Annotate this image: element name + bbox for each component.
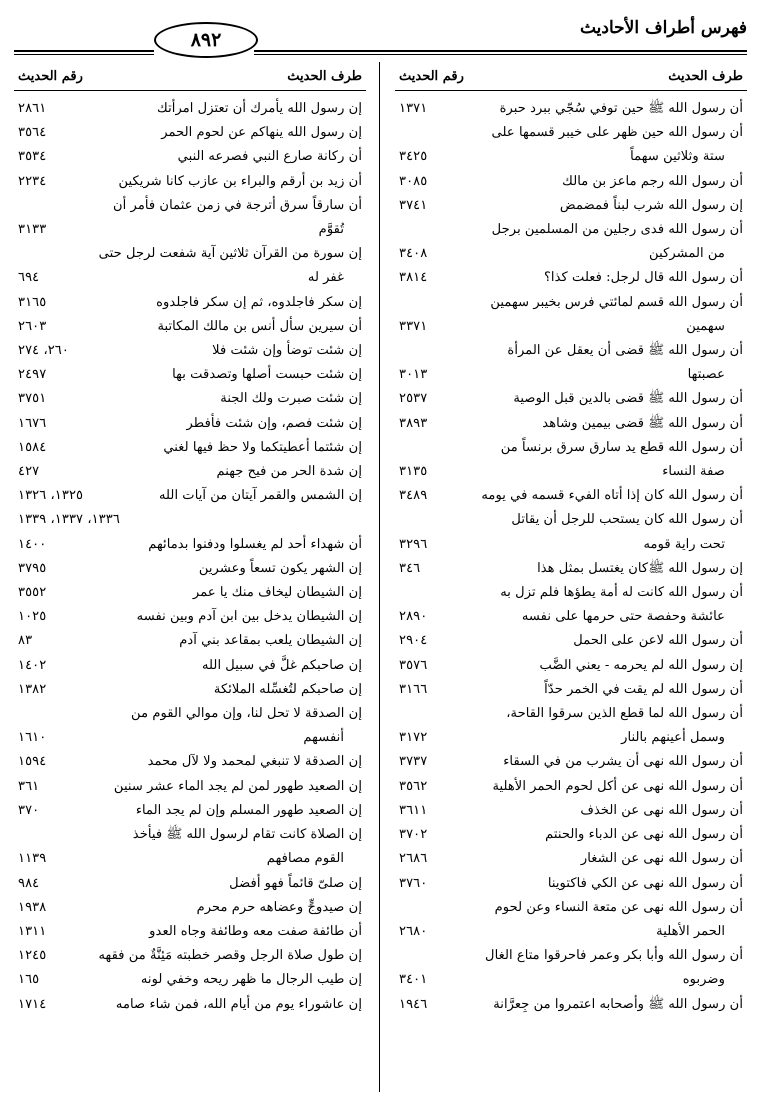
hadith-number: ١٣٣٦، ١٣٣٧، ١٣٣٩ — [18, 512, 120, 528]
index-entry — [14, 387, 366, 411]
hadith-text: أن رسول الله نهى عن الكي فاكتوينا — [547, 875, 743, 891]
index-entry — [395, 484, 747, 508]
hadith-text: إن شئت توضأ وإن شئت فلا — [212, 343, 362, 359]
index-entry — [14, 557, 366, 581]
hadith-text-continuation: الحمر الأهلية — [656, 923, 725, 939]
index-entry — [395, 823, 747, 847]
hadith-text: إن شئت فصم، وإن شئت فأفطر — [186, 415, 362, 431]
index-entry — [395, 799, 747, 823]
index-entry — [395, 97, 747, 121]
index-entry — [395, 702, 747, 750]
hadith-text: أن شهداء أحد لم يغسلوا ودفنوا بدمائهم — [148, 536, 362, 552]
index-entry — [14, 993, 366, 1017]
hadith-number: ٣١٦٦ — [399, 681, 428, 697]
index-entry — [14, 363, 366, 387]
hadith-text: إن الشيطان يلعب بمقاعد بني آدم — [179, 633, 362, 649]
hadith-text-continuation: القوم مصافهم — [266, 851, 344, 867]
hadith-number: ٢٦٨٦ — [399, 851, 428, 867]
hadith-text: أن سارقاً سرق أترجة في زمن عثمان فأمر أن — [113, 197, 362, 213]
index-entry — [395, 266, 747, 290]
index-entry — [395, 557, 747, 581]
index-entry — [14, 460, 366, 484]
hadith-number: ١٩٤٦ — [399, 996, 428, 1012]
index-entry — [395, 194, 747, 218]
hadith-number: ٣٥٥٢ — [18, 585, 47, 601]
hadith-number: ٨٣ — [18, 633, 33, 649]
hadith-number: ٣١٧٢ — [399, 730, 428, 746]
hadith-number: ٢٢٣٤ — [18, 173, 47, 189]
entry-list — [14, 97, 366, 1017]
column-header — [14, 62, 366, 91]
index-entry — [395, 872, 747, 896]
hadith-number: ٣٨١٤ — [399, 270, 428, 286]
index-entry — [14, 799, 366, 823]
hadith-number: ٣١٣٥ — [399, 464, 428, 480]
hadith-number: ٣٧٦٠ — [399, 875, 428, 891]
index-entry — [14, 968, 366, 992]
hadith-text: أن رسول الله قال لرجل: فعلت كذا؟ — [543, 270, 743, 286]
hadith-text: أن رسول الله نهى عن الشغار — [580, 851, 743, 867]
hadith-number: ١٦٧٦ — [18, 415, 47, 431]
hadith-number: ١٠٢٥ — [18, 609, 47, 625]
hadith-text-continuation: غفر له — [307, 270, 344, 286]
index-entry — [14, 702, 366, 750]
hadith-text: أن رسول الله فدى رجلين من المسلمين برجل — [491, 222, 743, 238]
hadith-text: أن طائفة صفت معه وطائفة وجاه العدو — [149, 923, 362, 939]
index-entry — [14, 484, 366, 508]
hadith-number: ٣٧٣٧ — [399, 754, 428, 770]
index-entry — [395, 436, 747, 484]
hadith-text-continuation: وضربوه — [682, 972, 725, 988]
hadith-number: ١٩٣٨ — [18, 899, 47, 915]
hadith-number: ٢٦٨٠ — [399, 923, 428, 939]
header-rule-left — [14, 50, 154, 52]
hadith-text: أن رسول الله نهى عن الخذف — [580, 802, 743, 818]
hadith-number: ١٣٨٢ — [18, 681, 47, 697]
hadith-number: ٣٧٤١ — [399, 197, 428, 213]
hadith-number: ٣٠١٣ — [399, 367, 428, 383]
hadith-text: أن رسول الله ﷺ وأصحابه اعتمروا من جِعرَّانة — [493, 996, 743, 1012]
index-entry — [14, 823, 366, 871]
hadith-text: إن الصعيد طهور لمن لم يجد الماء عشر سنين — [113, 778, 362, 794]
hadith-number: ٣٦١١ — [399, 802, 428, 818]
hadith-number: ٣٥٣٤ — [18, 149, 47, 165]
index-entry — [14, 629, 366, 653]
hadith-number: ١٦٥ — [18, 972, 40, 988]
hadith-text: أن سيرين سأل أنس بن مالك المكاتبة — [157, 318, 362, 334]
index-entry — [14, 678, 366, 702]
hadith-text: إن شئت صبرت ولك الجنة — [220, 391, 362, 407]
header-rule-thin — [254, 54, 747, 55]
index-entry — [395, 121, 747, 169]
hadith-number: ٣٦١ — [18, 778, 40, 794]
index-entry — [14, 581, 366, 605]
hadith-text: أن رسول الله وأبا بكر وعمر فاحرقوا متاع الغال — [484, 948, 743, 964]
hadith-text-continuation: صفة النساء — [662, 464, 725, 480]
hadith-text: أن رسول الله كان يستحب للرجل أن يقاتل — [511, 512, 743, 528]
index-entry — [395, 750, 747, 774]
hadith-text: أن رسول الله كان إذا أتاه الفيء قسمه في يومه — [481, 488, 743, 504]
hadith-text: إن عاشوراء يوم من أيام الله، فمن شاء صامه — [115, 996, 362, 1012]
hadith-text: إن الصلاة كانت تقام لرسول الله ﷺ فيأخذ — [132, 827, 362, 843]
hadith-number: ٢٤٩٧ — [18, 367, 47, 383]
hadith-text-heading: طرف الحديث — [287, 68, 362, 84]
hadith-text: إن الشيطان ليخاف منك يا عمر — [192, 585, 362, 601]
hadith-text-continuation: عصبتها — [687, 367, 725, 383]
index-entry — [14, 315, 366, 339]
index-entry — [14, 872, 366, 896]
page-header — [14, 16, 747, 62]
running-title: فهرس أطراف الأحاديث — [579, 18, 747, 38]
index-entry — [14, 605, 366, 629]
hadith-number: ١٤٠٢ — [18, 657, 47, 673]
hadith-text: إن الصدقة لا تنبغي لمحمد ولا لآل محمد — [147, 754, 362, 770]
hadith-text: أن رسول الله نهى أن يشرب من في السقاء — [503, 754, 743, 770]
hadith-number: ١٤٠٠ — [18, 536, 47, 552]
index-entry — [395, 170, 747, 194]
hadith-text: إن الشهر يكون تسعاً وعشرين — [198, 560, 362, 576]
hadith-number: ٣٤٨٩ — [399, 488, 428, 504]
hadith-text: أن رسول الله لما قطع الذين سرقوا القاحة، — [506, 706, 743, 722]
hadith-number: ٣٧٩٥ — [18, 560, 47, 576]
index-entry — [14, 920, 366, 944]
hadith-text: أن رسول الله لم يقت في الخمر حدّاً — [544, 681, 743, 697]
column-header — [395, 62, 747, 91]
hadith-text: أن رسول الله ﷺ حين توفي سُجّي ببرد حبرة — [499, 101, 743, 116]
hadith-number: ٣٨٩٣ — [399, 415, 428, 431]
entry-list — [395, 97, 747, 1017]
index-entry — [395, 654, 747, 678]
index-entry — [14, 533, 366, 557]
hadith-text: أن رسول الله قسم لمائتي فرس بخيبر سهمين — [490, 294, 743, 310]
hadith-number: ٣٥٧٦ — [399, 657, 428, 673]
index-entry — [395, 993, 747, 1017]
hadith-text: إن شدة الحر من فيح جهنم — [216, 464, 362, 480]
hadith-text: أن رسول الله لاعن على الحمل — [573, 633, 743, 649]
hadith-text: أن رسول الله نهى عن متعة النساء وعن لحوم — [494, 899, 743, 915]
header-rule-left-thin — [14, 54, 154, 55]
index-entry — [395, 944, 747, 992]
index-entry — [14, 121, 366, 145]
index-entry — [395, 896, 747, 944]
hadith-text: إن الصدقة لا تحل لنا، وإن موالي القوم من — [131, 706, 362, 722]
hadith-text: أن رسول الله رجم ماعز بن مالك — [562, 173, 743, 189]
index-entry — [14, 242, 366, 290]
hadith-text: إن صلىّ قائماً فهو أفضل — [229, 875, 362, 891]
hadith-text: إن طول صلاة الرجل وقصر خطبته مَئِنَّةٌ من فقهه — [98, 948, 362, 964]
hadith-text: أن رسول الله ﷺ قضى بيمين وشاهد — [542, 415, 743, 431]
hadith-text-continuation: من المشركين — [649, 246, 725, 262]
hadith-number: ٣١٦٥ — [18, 294, 47, 310]
hadith-number: ٣٤٠٨ — [399, 246, 428, 262]
hadith-text: أن رسول الله كانت له أمة يطؤها فلم تزل به — [500, 585, 743, 601]
hadith-number: ١٦١٠ — [18, 730, 47, 746]
hadith-text: إن صيدوجٍّ وعضاهه حرم محرم — [196, 899, 362, 915]
hadith-number: ٣٢٩٦ — [399, 536, 428, 552]
index-entry — [395, 218, 747, 266]
hadith-text: أن رسول الله نهى عن الدباء والحنتم — [545, 827, 743, 843]
hadith-number: ١٥٨٤ — [18, 439, 47, 455]
hadith-text: إن سورة من القرآن ثلاثين آية شفعت لرجل حتى — [98, 246, 362, 262]
hadith-text-continuation: ستة وثلاثين سهماً — [630, 149, 725, 165]
index-entry — [14, 97, 366, 121]
hadith-text: إن صاحبكم لتُغسِّله الملائكة — [213, 681, 362, 697]
hadith-number: ١٣٢٥، ١٣٢٦ — [18, 488, 84, 504]
hadith-text: أن رسول الله حين ظهر على خيبر قسمها على — [491, 125, 743, 141]
index-entry — [14, 896, 366, 920]
hadith-text: أن رسول الله ﷺ قضى بالدين قبل الوصية — [513, 391, 743, 407]
index-entry — [395, 581, 747, 629]
hadith-number: ٣٤٦ — [399, 560, 421, 576]
index-entry — [14, 436, 366, 460]
hadith-number: ١٧١٤ — [18, 996, 47, 1012]
hadith-number: ٣١٣٣ — [18, 222, 47, 238]
hadith-number: ٣٧٠٢ — [399, 827, 428, 843]
hadith-text: أن رسول الله ﷺ قضى أن يعقل عن المرأة — [507, 343, 743, 359]
hadith-text: إن رسول الله ينهاكم عن لحوم الحمر — [161, 125, 362, 141]
index-entry — [14, 145, 366, 169]
hadith-text-continuation: سهمين — [686, 318, 725, 334]
hadith-text: أن رسول الله نهى عن أكل لحوم الحمر الأهلية — [492, 778, 743, 794]
hadith-number: ٢٦٠٣ — [18, 318, 47, 334]
hadith-text-continuation: وسمل أعينهم بالنار — [621, 730, 725, 746]
hadith-text: إن طيب الرجال ما ظهر ريحه وخفي لونه — [140, 972, 362, 988]
hadith-number: ٢٨٩٠ — [399, 609, 428, 625]
hadith-number-heading: رقم الحديث — [399, 68, 464, 84]
index-entry — [395, 678, 747, 702]
hadith-text-continuation: تُقوَّم — [318, 222, 344, 238]
hadith-text-continuation: تحت راية قومه — [643, 536, 725, 552]
hadith-number: ٣٥٦٢ — [399, 778, 428, 794]
hadith-text: إن الصعيد طهور المسلم وإن لم يجد الماء — [135, 802, 362, 818]
hadith-text: إن شئت حبست أصلها وتصدقت بها — [172, 367, 362, 383]
index-entry — [14, 508, 366, 532]
hadith-number: ١١٣٩ — [18, 851, 47, 867]
page-number: ٨٩٢ — [154, 22, 258, 58]
index-entry — [14, 750, 366, 774]
hadith-number: ٣٥٦٤ — [18, 125, 47, 141]
hadith-text: إن صاحبكم غلَّ في سبيل الله — [201, 657, 362, 673]
index-entry — [395, 412, 747, 436]
index-entry — [14, 944, 366, 968]
hadith-number: ٤٢٧ — [18, 464, 40, 480]
index-entry — [395, 339, 747, 387]
hadith-number: ٣٧٠ — [18, 802, 40, 818]
hadith-number: ٣٤٢٥ — [399, 149, 428, 165]
index-column-left — [14, 62, 366, 1092]
hadith-number: ٩٨٤ — [18, 875, 40, 891]
index-entry — [14, 170, 366, 194]
index-entry — [14, 291, 366, 315]
hadith-text: إن الشمس والقمر آيتان من آيات الله — [158, 488, 362, 504]
index-entry — [14, 775, 366, 799]
hadith-text: إن الشيطان يدخل بين ابن آدم وبين نفسه — [136, 609, 362, 625]
hadith-text: أن رسول الله قطع يد سارق سرق برنساً من — [500, 439, 743, 455]
hadith-number: ٢٥٣٧ — [399, 391, 428, 407]
hadith-number: ١٥٩٤ — [18, 754, 47, 770]
index-entry — [14, 412, 366, 436]
hadith-number: ٢٨٦١ — [18, 101, 47, 116]
hadith-number: ٢٩٠٤ — [399, 633, 428, 649]
index-column-right — [395, 62, 747, 1092]
hadith-number: ٢٦٠، ٢٧٤ — [18, 343, 69, 359]
header-rule — [254, 50, 747, 52]
index-entry — [395, 629, 747, 653]
hadith-number: ١٢٤٥ — [18, 948, 47, 964]
hadith-text-heading: طرف الحديث — [668, 68, 743, 84]
hadith-text-continuation: أنفسهم — [303, 730, 344, 746]
index-entry — [395, 387, 747, 411]
hadith-number: ٦٩٤ — [18, 270, 40, 286]
hadith-number-heading: رقم الحديث — [18, 68, 83, 84]
index-entry — [395, 847, 747, 871]
hadith-text-continuation: عائشة وحفصة حتى حرمها على نفسه — [521, 609, 725, 625]
hadith-text: إن سكر فاجلدوه، ثم إن سكر فاجلدوه — [156, 294, 362, 310]
hadith-text: أن ركانة صارع النبي فصرعه النبي — [177, 149, 362, 165]
index-entry — [14, 339, 366, 363]
index-entry — [395, 291, 747, 339]
hadith-text: إن رسول الله لم يحرمه - يعني الضَّب — [539, 657, 743, 673]
hadith-number: ١٣٧١ — [399, 101, 428, 116]
hadith-number: ٣٤٠١ — [399, 972, 428, 988]
index-entry — [395, 508, 747, 556]
hadith-text: إن رسول الله شرب لبناً فمضمض — [559, 197, 743, 213]
hadith-number: ١٣١١ — [18, 923, 47, 939]
hadith-number: ٣٠٨٥ — [399, 173, 428, 189]
hadith-text: إن رسول الله ﷺكان يغتسل بمثل هذا — [537, 560, 743, 576]
hadith-text: إن شئتما أعطيتكما ولا حظ فيها لغني — [163, 439, 362, 455]
column-divider — [379, 62, 380, 1092]
index-entry — [14, 194, 366, 242]
index-entry — [14, 654, 366, 678]
hadith-number: ٣٧٥١ — [18, 391, 47, 407]
index-entry — [395, 775, 747, 799]
hadith-text: أن زيد بن أرقم والبراء بن عازب كانا شريكين — [118, 173, 362, 189]
hadith-number: ٣٣٧١ — [399, 318, 428, 334]
hadith-text: إن رسول الله يأمرك أن تعتزل امرأتك — [157, 101, 362, 116]
